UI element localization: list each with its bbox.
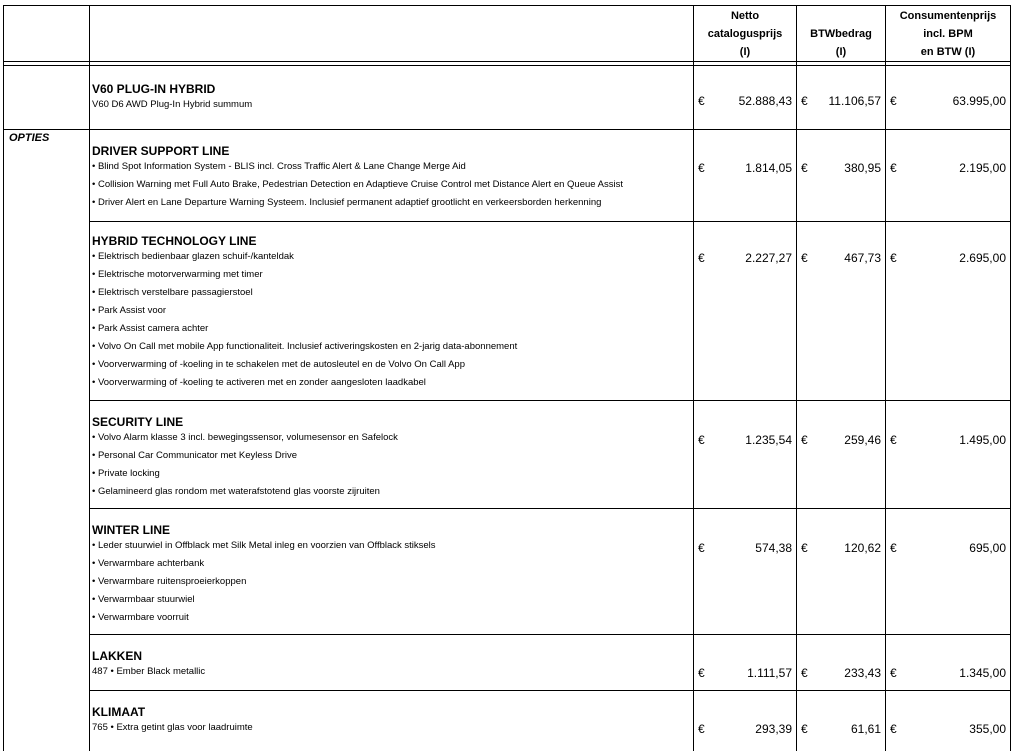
model-consument: 63.995,00	[952, 94, 1006, 108]
euro-sign: €	[801, 722, 808, 736]
option-netto-cell	[694, 509, 797, 635]
option-btw-cell	[797, 509, 886, 635]
option-title: DRIVER SUPPORT LINE	[92, 144, 230, 158]
model-empty	[4, 66, 90, 130]
option-item: • Verwarmbare voorruit	[92, 612, 189, 623]
model-cell	[90, 66, 694, 130]
model-title: V60 PLUG-IN HYBRID	[92, 82, 216, 96]
euro-sign: €	[890, 722, 897, 736]
option-btw: 380,95	[844, 161, 881, 175]
option-desc-cell	[90, 509, 694, 635]
option-netto: 1.814,05	[745, 161, 792, 175]
header-btw-line: BTWbedrag	[810, 28, 872, 40]
header-row	[4, 6, 1011, 62]
model-btw: 11.106,57	[828, 94, 881, 108]
option-consument-cell	[886, 222, 1011, 401]
header-netto-line: Netto	[730, 10, 760, 22]
model-row	[4, 66, 1011, 130]
option-item: • Voorverwarming of -koeling in te schakelen met de autosleutel en de Volvo On Call App	[92, 359, 465, 370]
option-consument: 695,00	[969, 541, 1006, 555]
option-item: • Blind Spot Information System - BLIS incl. Cross Traffic Alert & Lane Change Merge Aid	[92, 161, 466, 172]
option-item: • Verwarmbare achterbank	[92, 558, 205, 569]
option-btw: 61,61	[850, 722, 881, 736]
euro-sign: €	[890, 433, 897, 447]
euro-sign: €	[890, 541, 897, 555]
euro-sign: €	[801, 433, 808, 447]
header-empty-2	[90, 6, 694, 62]
option-title: WINTER LINE	[92, 523, 170, 537]
option-item: • Verwarmbaar stuurwiel	[92, 594, 195, 605]
option-desc-cell	[90, 691, 694, 751]
header-consument	[886, 6, 1011, 62]
option-desc-cell	[90, 130, 694, 222]
option-desc-cell	[90, 222, 694, 401]
euro-sign: €	[890, 94, 897, 108]
option-netto: 1.111,57	[747, 666, 792, 680]
option-item: • Volvo Alarm klasse 3 incl. bewegingssensor, volumesensor en Safelock	[92, 432, 398, 443]
option-consument: 1.345,00	[959, 666, 1006, 680]
option-item: • Elektrische motorverwarming met timer	[92, 269, 263, 280]
option-row	[4, 635, 1011, 691]
option-netto-cell	[694, 691, 797, 751]
header-btw-line: (I)	[835, 46, 847, 58]
option-desc-cell	[90, 635, 694, 691]
option-consument: 1.495,00	[959, 433, 1006, 447]
euro-sign: €	[698, 94, 705, 108]
euro-sign: €	[890, 251, 897, 265]
option-row	[4, 222, 1011, 401]
option-row	[4, 130, 1011, 222]
option-btw-cell	[797, 635, 886, 691]
header-consument-line: Consumentenprijs	[899, 10, 997, 22]
option-consument: 2.695,00	[959, 251, 1006, 265]
option-item: • Gelamineerd glas rondom met waterafstotend glas voorste zijruiten	[92, 486, 380, 497]
model-consument-cell	[886, 66, 1011, 130]
euro-sign: €	[801, 161, 808, 175]
option-item: 765 • Extra getint glas voor laadruimte	[92, 722, 253, 733]
option-title: HYBRID TECHNOLOGY LINE	[92, 234, 257, 248]
option-btw-cell	[797, 130, 886, 222]
price-table	[3, 5, 1011, 751]
option-row	[4, 401, 1011, 509]
option-btw: 233,43	[844, 666, 881, 680]
option-consument-cell	[886, 130, 1011, 222]
header-netto-line: (I)	[739, 46, 751, 58]
option-consument-cell	[886, 401, 1011, 509]
option-item: • Private locking	[92, 468, 160, 479]
option-btw: 467,73	[844, 251, 881, 265]
option-consument-cell	[886, 509, 1011, 635]
option-netto: 2.227,27	[745, 251, 792, 265]
option-row	[4, 691, 1011, 751]
euro-sign: €	[698, 161, 705, 175]
option-item: • Leder stuurwiel in Offblack met Silk Metal inleg en voorzien van Offblack stiksels	[92, 540, 436, 551]
option-title: KLIMAAT	[92, 705, 146, 719]
option-consument: 355,00	[969, 722, 1006, 736]
opties-label: OPTIES	[9, 132, 50, 144]
option-consument: 2.195,00	[959, 161, 1006, 175]
option-item: • Personal Car Communicator met Keyless Drive	[92, 450, 298, 461]
option-netto-cell	[694, 222, 797, 401]
option-desc-cell	[90, 401, 694, 509]
header-consument-line: incl. BPM	[923, 28, 973, 40]
option-netto-cell	[694, 401, 797, 509]
header-netto-line: catalogusprijs	[707, 28, 783, 40]
euro-sign: €	[698, 722, 705, 736]
option-item: • Elektrisch bedienbaar glazen schuif-/kanteldak	[92, 251, 294, 262]
option-item: 487 • Ember Black metallic	[92, 666, 206, 677]
option-netto-cell	[694, 130, 797, 222]
option-btw-cell	[797, 222, 886, 401]
euro-sign: €	[890, 161, 897, 175]
option-item: • Park Assist camera achter	[92, 323, 209, 334]
euro-sign: €	[698, 251, 705, 265]
euro-sign: €	[890, 666, 897, 680]
option-item: • Collision Warning met Full Auto Brake, Pedestrian Detection en Adaptieve Cruise Control met Distance Alert en Queue Assist	[92, 179, 624, 190]
euro-sign: €	[698, 666, 705, 680]
option-btw-cell	[797, 401, 886, 509]
option-btw: 259,46	[844, 433, 881, 447]
euro-sign: €	[801, 666, 808, 680]
option-item: • Verwarmbare ruitensproeierkoppen	[92, 576, 247, 587]
option-item: • Voorverwarming of -koeling te activeren met en zonder aangesloten laadkabel	[92, 377, 426, 388]
option-netto: 293,39	[755, 722, 792, 736]
euro-sign: €	[801, 251, 808, 265]
opties-cell	[4, 130, 90, 751]
model-btw-cell	[797, 66, 886, 130]
euro-sign: €	[698, 433, 705, 447]
option-consument-cell	[886, 635, 1011, 691]
euro-sign: €	[801, 541, 808, 555]
option-netto-cell	[694, 635, 797, 691]
option-item: • Volvo On Call met mobile App functionaliteit. Inclusief activeringskosten en 2-jarig data-abonnement	[92, 341, 518, 352]
option-btw: 120,62	[844, 541, 881, 555]
header-netto	[694, 6, 797, 62]
option-item: • Park Assist voor	[92, 305, 167, 316]
option-netto: 1.235,54	[745, 433, 792, 447]
header-btw	[797, 6, 886, 62]
header-consument-line: en BTW (I)	[920, 46, 976, 58]
euro-sign: €	[801, 94, 808, 108]
option-item: • Driver Alert en Lane Departure Warning Systeem. Inclusief permanent adaptief grootlicht en verkeersborden herkenning	[92, 197, 602, 208]
option-netto: 574,38	[755, 541, 792, 555]
option-title: LAKKEN	[92, 649, 142, 663]
option-row	[4, 509, 1011, 635]
euro-sign: €	[698, 541, 705, 555]
option-consument-cell	[886, 691, 1011, 751]
option-btw-cell	[797, 691, 886, 751]
option-item: • Elektrisch verstelbare passagierstoel	[92, 287, 253, 298]
option-title: SECURITY LINE	[92, 415, 184, 429]
header-empty-1	[4, 6, 90, 62]
model-netto-cell	[694, 66, 797, 130]
model-subtitle: V60 D6 AWD Plug-In Hybrid summum	[92, 99, 253, 110]
model-netto: 52.888,43	[738, 94, 792, 108]
